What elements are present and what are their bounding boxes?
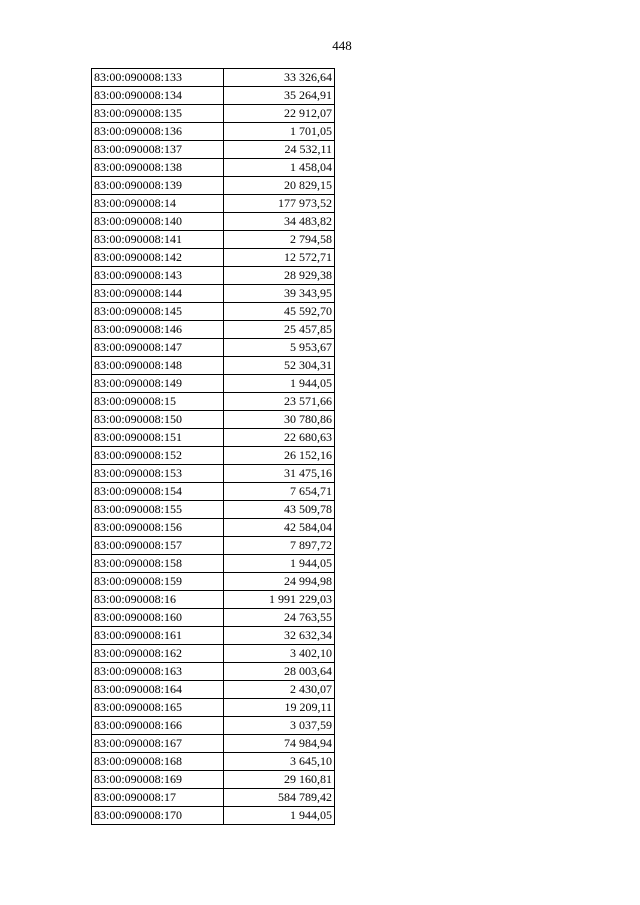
value-cell: 28 929,38 — [224, 267, 335, 285]
cadastral-number-cell: 83:00:090008:158 — [92, 555, 224, 573]
table-row — [92, 429, 335, 447]
cadastral-number-cell: 83:00:090008:167 — [92, 735, 224, 753]
cadastral-number-cell: 83:00:090008:162 — [92, 645, 224, 663]
value-cell: 22 680,63 — [224, 429, 335, 447]
table-row — [92, 321, 335, 339]
table-row — [92, 213, 335, 231]
table-row — [92, 519, 335, 537]
table-row — [92, 483, 335, 501]
table-row — [92, 303, 335, 321]
value-cell: 39 343,95 — [224, 285, 335, 303]
value-cell: 1 944,05 — [224, 555, 335, 573]
cadastral-number-cell: 83:00:090008:144 — [92, 285, 224, 303]
value-cell: 1 991 229,03 — [224, 591, 335, 609]
cadastral-number-cell: 83:00:090008:151 — [92, 429, 224, 447]
value-cell: 19 209,11 — [224, 699, 335, 717]
cadastral-number-cell: 83:00:090008:149 — [92, 375, 224, 393]
cadastral-number-cell: 83:00:090008:142 — [92, 249, 224, 267]
cadastral-number-cell: 83:00:090008:133 — [92, 69, 224, 87]
table-row — [92, 231, 335, 249]
cadastral-number-cell: 83:00:090008:156 — [92, 519, 224, 537]
table-row — [92, 87, 335, 105]
table-row — [92, 807, 335, 825]
cadastral-number-cell: 83:00:090008:157 — [92, 537, 224, 555]
value-cell: 42 584,04 — [224, 519, 335, 537]
cadastral-number-cell: 83:00:090008:147 — [92, 339, 224, 357]
value-cell: 3 402,10 — [224, 645, 335, 663]
table-row — [92, 69, 335, 87]
cadastral-number-cell: 83:00:090008:143 — [92, 267, 224, 285]
value-cell: 24 994,98 — [224, 573, 335, 591]
cadastral-number-cell: 83:00:090008:16 — [92, 591, 224, 609]
cadastral-number-cell: 83:00:090008:168 — [92, 753, 224, 771]
table-row — [92, 447, 335, 465]
cadastral-number-cell: 83:00:090008:155 — [92, 501, 224, 519]
cadastral-number-cell: 83:00:090008:163 — [92, 663, 224, 681]
table-row — [92, 141, 335, 159]
cadastral-number-cell: 83:00:090008:15 — [92, 393, 224, 411]
value-cell: 25 457,85 — [224, 321, 335, 339]
value-cell: 43 509,78 — [224, 501, 335, 519]
value-cell: 33 326,64 — [224, 69, 335, 87]
cadastral-number-cell: 83:00:090008:14 — [92, 195, 224, 213]
table-body — [92, 69, 335, 825]
value-cell: 12 572,71 — [224, 249, 335, 267]
value-cell: 3 645,10 — [224, 753, 335, 771]
table-row — [92, 357, 335, 375]
cadastral-number-cell: 83:00:090008:139 — [92, 177, 224, 195]
value-cell: 29 160,81 — [224, 771, 335, 789]
table-row — [92, 645, 335, 663]
cadastral-number-cell: 83:00:090008:146 — [92, 321, 224, 339]
cadastral-number-cell: 83:00:090008:137 — [92, 141, 224, 159]
table-row — [92, 609, 335, 627]
table-row — [92, 195, 335, 213]
table-row — [92, 465, 335, 483]
table-row — [92, 771, 335, 789]
value-cell: 7 897,72 — [224, 537, 335, 555]
table-row — [92, 267, 335, 285]
cadastral-number-cell: 83:00:090008:150 — [92, 411, 224, 429]
cadastral-number-cell: 83:00:090008:135 — [92, 105, 224, 123]
table-row — [92, 285, 335, 303]
value-cell: 2 430,07 — [224, 681, 335, 699]
cadastral-value-table — [91, 68, 335, 825]
value-cell: 3 037,59 — [224, 717, 335, 735]
value-cell: 52 304,31 — [224, 357, 335, 375]
cadastral-number-cell: 83:00:090008:152 — [92, 447, 224, 465]
table-row — [92, 591, 335, 609]
value-cell: 1 458,04 — [224, 159, 335, 177]
table-row — [92, 411, 335, 429]
table-row — [92, 681, 335, 699]
cadastral-number-cell: 83:00:090008:160 — [92, 609, 224, 627]
cadastral-number-cell: 83:00:090008:136 — [92, 123, 224, 141]
cadastral-number-cell: 83:00:090008:148 — [92, 357, 224, 375]
table-row — [92, 159, 335, 177]
value-cell: 30 780,86 — [224, 411, 335, 429]
table-row — [92, 375, 335, 393]
table-row — [92, 663, 335, 681]
cadastral-number-cell: 83:00:090008:169 — [92, 771, 224, 789]
value-cell: 2 794,58 — [224, 231, 335, 249]
cadastral-number-cell: 83:00:090008:164 — [92, 681, 224, 699]
value-cell: 45 592,70 — [224, 303, 335, 321]
value-cell: 7 654,71 — [224, 483, 335, 501]
value-cell: 1 701,05 — [224, 123, 335, 141]
value-cell: 26 152,16 — [224, 447, 335, 465]
table-row — [92, 249, 335, 267]
cadastral-number-cell: 83:00:090008:138 — [92, 159, 224, 177]
table-row — [92, 789, 335, 807]
value-cell: 24 763,55 — [224, 609, 335, 627]
cadastral-number-cell: 83:00:090008:17 — [92, 789, 224, 807]
table-row — [92, 105, 335, 123]
page-number: 448 — [332, 38, 352, 53]
value-cell: 23 571,66 — [224, 393, 335, 411]
table-row — [92, 393, 335, 411]
value-cell: 584 789,42 — [224, 789, 335, 807]
table-row — [92, 123, 335, 141]
table-row — [92, 699, 335, 717]
table-row — [92, 735, 335, 753]
value-cell: 177 973,52 — [224, 195, 335, 213]
value-cell: 31 475,16 — [224, 465, 335, 483]
value-cell: 1 944,05 — [224, 807, 335, 825]
cadastral-number-cell: 83:00:090008:141 — [92, 231, 224, 249]
table-row — [92, 753, 335, 771]
cadastral-number-cell: 83:00:090008:145 — [92, 303, 224, 321]
value-cell: 74 984,94 — [224, 735, 335, 753]
value-cell: 35 264,91 — [224, 87, 335, 105]
cadastral-number-cell: 83:00:090008:170 — [92, 807, 224, 825]
table-row — [92, 717, 335, 735]
table-row — [92, 177, 335, 195]
table-row — [92, 627, 335, 645]
value-cell: 22 912,07 — [224, 105, 335, 123]
table-row — [92, 555, 335, 573]
cadastral-number-cell: 83:00:090008:153 — [92, 465, 224, 483]
table-row — [92, 501, 335, 519]
cadastral-number-cell: 83:00:090008:161 — [92, 627, 224, 645]
value-cell: 1 944,05 — [224, 375, 335, 393]
cadastral-number-cell: 83:00:090008:140 — [92, 213, 224, 231]
value-cell: 28 003,64 — [224, 663, 335, 681]
value-cell: 34 483,82 — [224, 213, 335, 231]
value-cell: 24 532,11 — [224, 141, 335, 159]
cadastral-number-cell: 83:00:090008:134 — [92, 87, 224, 105]
value-cell: 5 953,67 — [224, 339, 335, 357]
value-cell: 20 829,15 — [224, 177, 335, 195]
table-row — [92, 537, 335, 555]
value-cell: 32 632,34 — [224, 627, 335, 645]
cadastral-number-cell: 83:00:090008:154 — [92, 483, 224, 501]
cadastral-number-cell: 83:00:090008:165 — [92, 699, 224, 717]
table-row — [92, 573, 335, 591]
cadastral-number-cell: 83:00:090008:159 — [92, 573, 224, 591]
cadastral-number-cell: 83:00:090008:166 — [92, 717, 224, 735]
table-row — [92, 339, 335, 357]
